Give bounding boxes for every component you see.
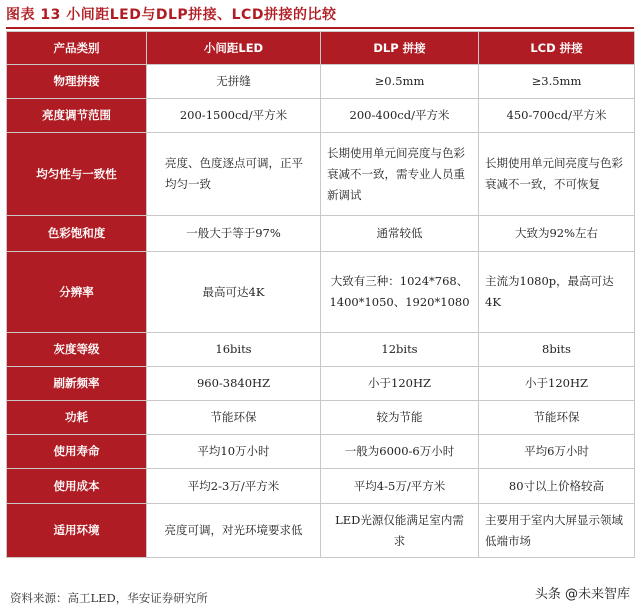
- cell-led: 平均10万小时: [147, 435, 321, 469]
- row-label: 分辨率: [7, 252, 147, 333]
- cell-dlp: 12bits: [321, 333, 479, 367]
- cell-dlp: 一般为6000-6万小时: [321, 435, 479, 469]
- cell-lcd: 8bits: [479, 333, 635, 367]
- figure-title: 图表 13 小间距LED与DLP拼接、LCD拼接的比较: [6, 7, 337, 23]
- cell-lcd: 450-700cd/平方米: [479, 99, 635, 133]
- cell-led: 16bits: [147, 333, 321, 367]
- header-lcd: LCD 拼接: [479, 32, 635, 65]
- cell-led: 200-1500cd/平方米: [147, 99, 321, 133]
- cell-led: 亮度、色度逐点可调，正平均匀一致: [147, 133, 321, 216]
- cell-lcd: 主流为1080p，最高可达4K: [479, 252, 635, 333]
- table-row: [7, 65, 635, 99]
- watermark: 头条 @未来智库: [533, 583, 632, 602]
- cell-dlp: 较为节能: [321, 401, 479, 435]
- cell-led: 亮度可调，对光环境要求低: [147, 504, 321, 558]
- cell-led: 平均2-3万/平方米: [147, 469, 321, 504]
- cell-lcd: 80寸以上价格较高: [479, 469, 635, 504]
- cell-dlp: 长期使用单元间亮度与色彩衰减不一致，需专业人员重新调试: [321, 133, 479, 216]
- row-label: 刷新频率: [7, 367, 147, 401]
- cell-led: 960-3840HZ: [147, 367, 321, 401]
- cell-led: 最高可达4K: [147, 252, 321, 333]
- cell-led: 节能环保: [147, 401, 321, 435]
- header-led: 小间距LED: [147, 32, 321, 65]
- row-label: 亮度调节范围: [7, 99, 147, 133]
- comparison-table: [6, 31, 635, 558]
- cell-dlp: ≥0.5mm: [321, 65, 479, 99]
- cell-lcd: 大致为92%左右: [479, 216, 635, 252]
- table-row: [7, 216, 635, 252]
- row-label: 色彩饱和度: [7, 216, 147, 252]
- cell-lcd: 节能环保: [479, 401, 635, 435]
- header-category: 产品类别: [7, 32, 147, 65]
- cell-lcd: 平均6万小时: [479, 435, 635, 469]
- row-label: 灰度等级: [7, 333, 147, 367]
- cell-lcd: 主要用于室内大屏显示领域低端市场: [479, 504, 635, 558]
- table-row: [7, 99, 635, 133]
- header-dlp: DLP 拼接: [321, 32, 479, 65]
- table-row: [7, 133, 635, 216]
- cell-lcd: 小于120HZ: [479, 367, 635, 401]
- table-row: [7, 333, 635, 367]
- cell-dlp: 大致有三种：1024*768、1400*1050、1920*1080: [321, 252, 479, 333]
- cell-dlp: 平均4-5万/平方米: [321, 469, 479, 504]
- row-label: 物理拼接: [7, 65, 147, 99]
- cell-dlp: LED光源仅能满足室内需求: [321, 504, 479, 558]
- title-rule: [6, 27, 634, 29]
- row-label: 适用环境: [7, 504, 147, 558]
- cell-led: 一般大于等于97%: [147, 216, 321, 252]
- table-row: [7, 504, 635, 558]
- table-row: [7, 252, 635, 333]
- cell-dlp: 通常较低: [321, 216, 479, 252]
- table-header-row: [7, 32, 635, 65]
- cell-led: 无拼缝: [147, 65, 321, 99]
- row-label: 使用成本: [7, 469, 147, 504]
- cell-dlp: 小于120HZ: [321, 367, 479, 401]
- cell-dlp: 200-400cd/平方米: [321, 99, 479, 133]
- table-row: [7, 435, 635, 469]
- source-note: 资料来源：高工LED，华安证券研究所: [10, 591, 208, 605]
- cell-lcd: ≥3.5mm: [479, 65, 635, 99]
- table-row: [7, 367, 635, 401]
- row-label: 功耗: [7, 401, 147, 435]
- row-label: 均匀性与一致性: [7, 133, 147, 216]
- row-label: 使用寿命: [7, 435, 147, 469]
- table-row: [7, 401, 635, 435]
- cell-lcd: 长期使用单元间亮度与色彩衰减不一致，不可恢复: [479, 133, 635, 216]
- table-row: [7, 469, 635, 504]
